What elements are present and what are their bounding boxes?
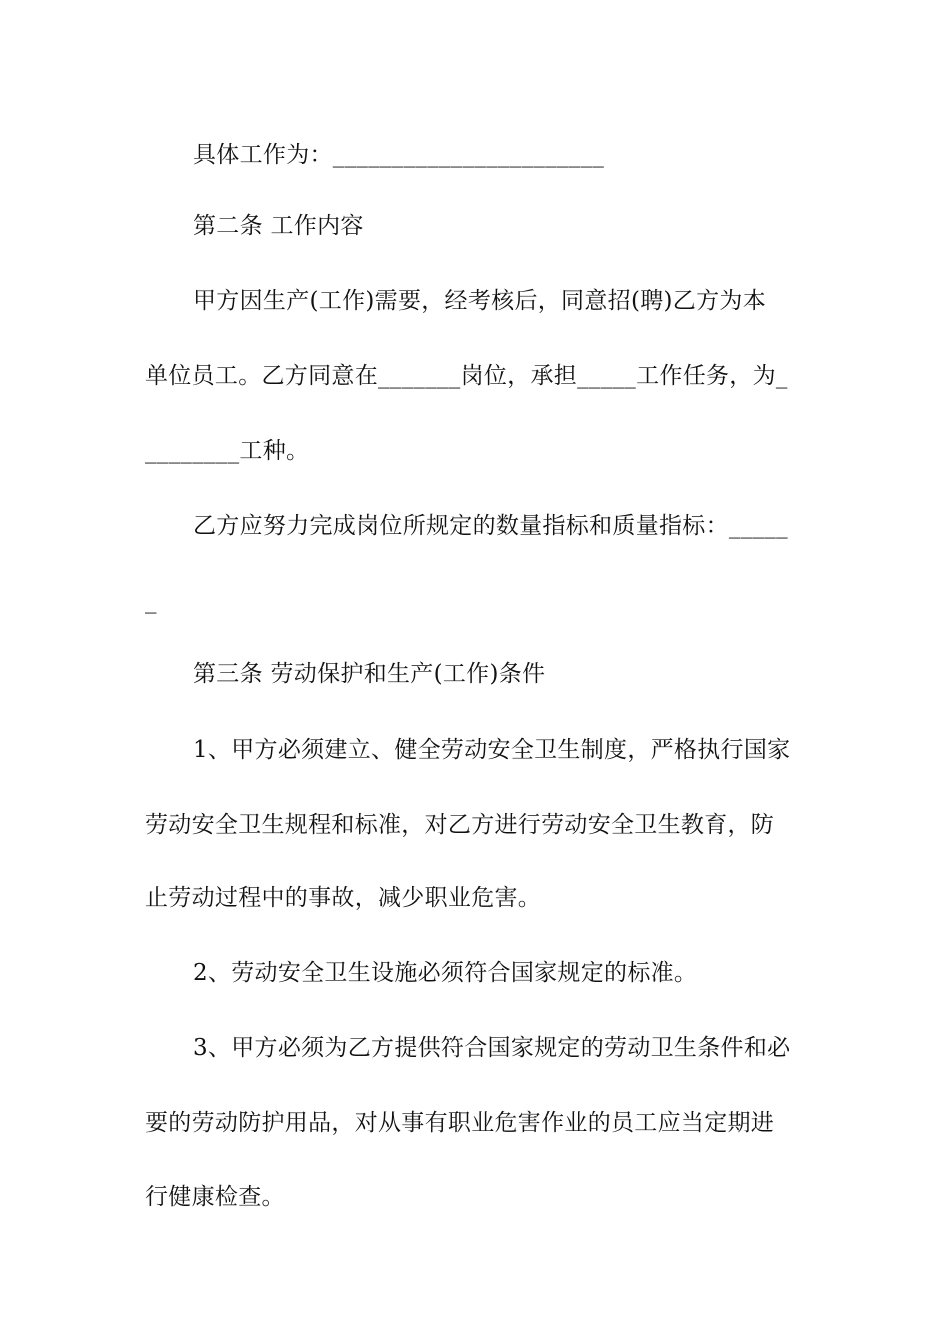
paragraph-line: 止劳动过程中的事故，减少职业危害。 (145, 885, 542, 911)
paragraph-line: 1、甲方必须建立、健全劳动安全卫生制度，严格执行国家 (193, 737, 791, 763)
paragraph-line: 甲方因生产(工作)需要，经考核后，同意招(聘)乙方为本 (193, 288, 766, 314)
paragraph-line: 乙方应努力完成岗位所规定的数量指标和质量指标：_____ (193, 513, 788, 539)
job-detail-line: 具体工作为：_______________________ (193, 142, 605, 168)
paragraph-line: 行健康检查。 (145, 1184, 285, 1210)
paragraph-line: 劳动安全卫生规程和标准，对乙方进行劳动安全卫生教育，防 (145, 812, 775, 838)
paragraph-line: 单位员工。乙方同意在_______岗位，承担_____工作任务，为_ (145, 363, 788, 389)
article-3-heading: 第三条 劳动保护和生产(工作)条件 (193, 661, 546, 687)
paragraph-line: ________工种。 (145, 438, 310, 464)
paragraph-line: _ (145, 588, 157, 614)
paragraph-line: 2、劳动安全卫生设施必须符合国家规定的标准。 (193, 960, 698, 986)
paragraph-line: 要的劳动防护用品，对从事有职业危害作业的员工应当定期进 (145, 1110, 775, 1136)
paragraph-line: 3、甲方必须为乙方提供符合国家规定的劳动卫生条件和必 (193, 1035, 791, 1061)
article-2-heading: 第二条 工作内容 (193, 213, 364, 239)
